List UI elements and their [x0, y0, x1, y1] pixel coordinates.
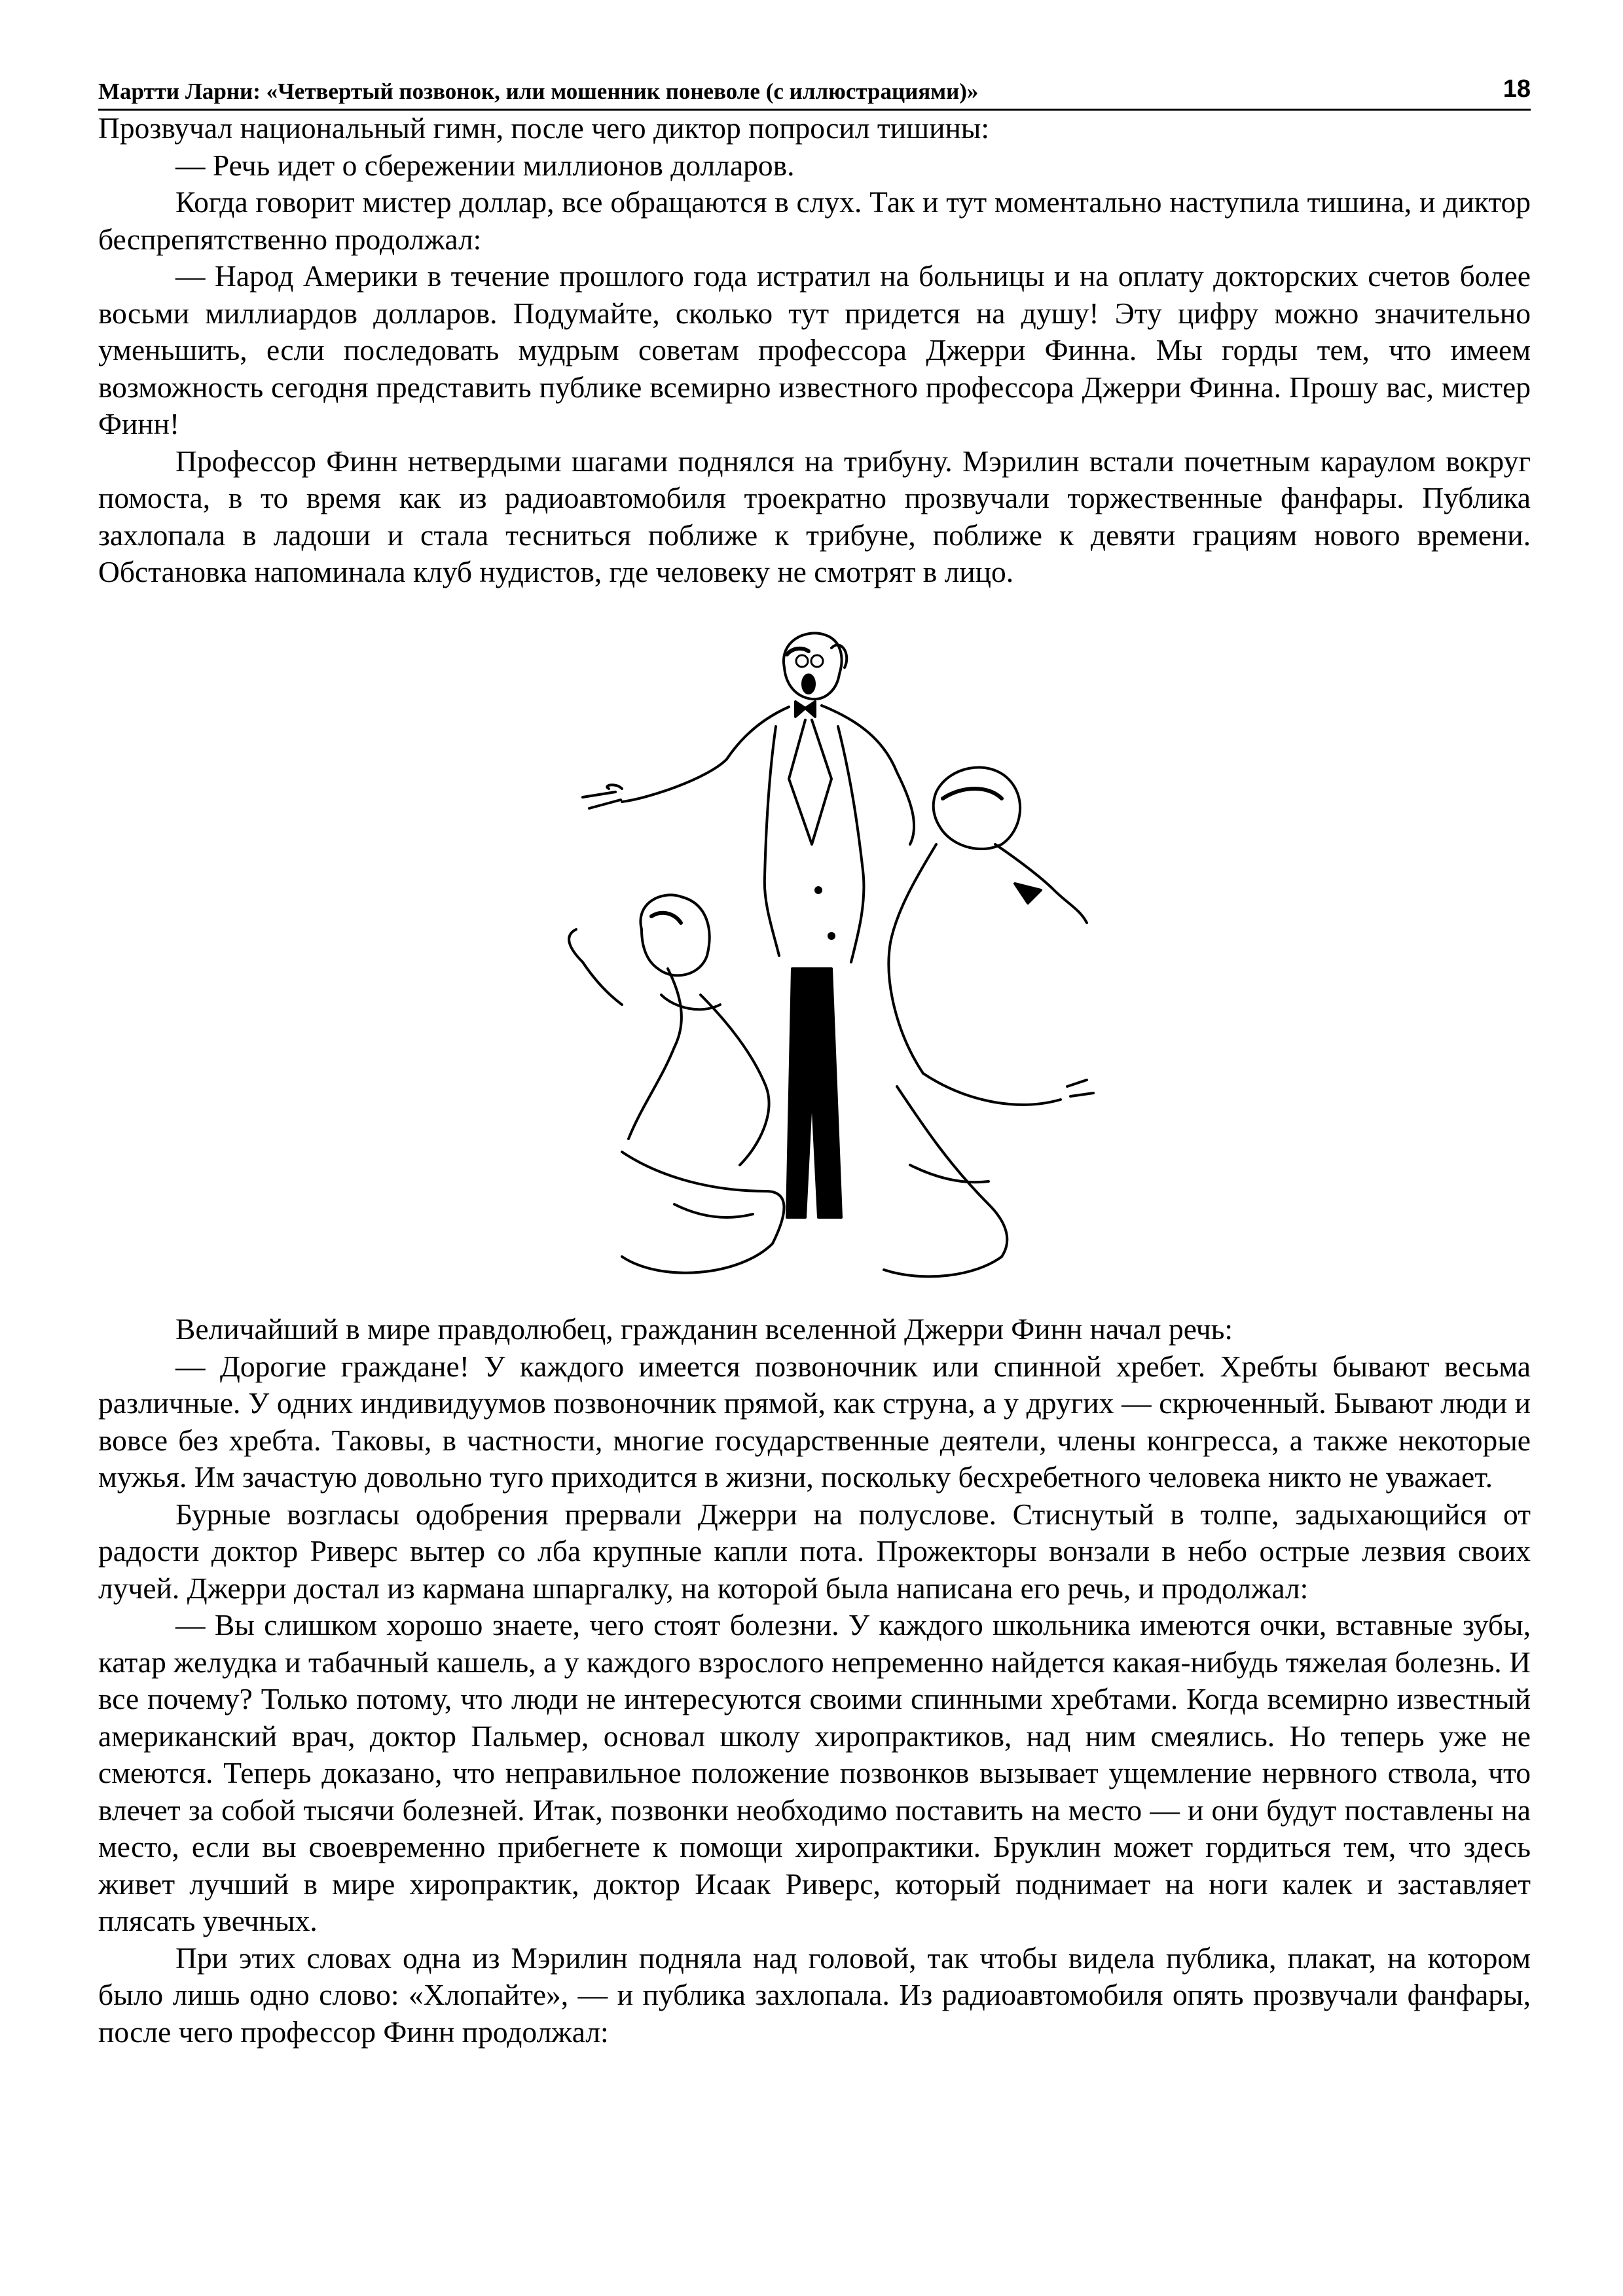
paragraph: — Дорогие граждане! У каждого имеется позвоночник или спинной хребет. Хребты бывают весьма различные. У одних индивидуумов позвоночник прямой, как струна, а у других — скрюченный. Бывают люди и вовсе без хребта. Таковы, в частности, многие государственные деятели, члены конгресса, а также некоторые мужья. Им зачастую довольно туго приходится в жизни, поскольку бесхребетного человека никто не уважает. [98, 1349, 1531, 1494]
text-block-top [98, 110, 1531, 591]
paragraph: Профессор Финн нетвердыми шагами поднялся на трибуну. Мэрилин встали почетным караулом вокруг помоста, в то время как из радиоавтомобиля троекратно прозвучали торжественные фанфары. Публика захлопала в ладоши и стала тесниться поближе к трибуне, поближе к девяти грациям нового времени. Обстановка напоминала клуб нудистов, где человеку не смотрят в лицо. [98, 444, 1531, 588]
running-header [98, 72, 1531, 111]
paragraph: При этих словах одна из Мэрилин подняла над головой, так чтобы видела публика, плакат, на котором было лишь одно слово: «Хлопайте», — и публика захлопала. Из радиоавтомобиля опять прозвучали фанфары, после чего профессор Финн продолжал: [98, 1941, 1531, 2049]
paragraph: — Речь идет о сбережении миллионов долларов. [175, 148, 795, 182]
paragraph: — Вы слишком хорошо знаете, чего стоят болезни. У каждого школьника имеются очки, вставные зубы, катар желудка и табачный кашель, а у каждого взрослого непременно найдется какая-нибудь тяжелая болезнь. И все почему? Только потому, что люди не интересуются своими спинными хребтами. Когда всемирно известный американский врач, доктор Пальмер, основал школу хиропрактиков, над ним смеялись. Но теперь уже не смеются. Теперь доказано, что неправильное положение позвонков вызывает ущемление нервного ствола, что влечет за собой тысячи болезней. Итак, позвонки необходимо поставить на место — и они будут поставлены на место, если вы своевременно прибегнете к помощи хиропрактики. Бруклин может гордиться тем, что здесь живет лучший в мире хиропрактик, доктор Исаак Риверс, который поднимает на ноги калек и заставляет плясать увечных. [98, 1608, 1531, 1937]
header-title: Мартти Ларни: «Четвертый позвонок, или мошенник поневоле (с иллюстрациями)» [98, 79, 979, 104]
page-number: 18 [1503, 75, 1531, 103]
paragraph: Прозвучал национальный гимн, после чего диктор попросил тишины: [98, 111, 990, 145]
text-block-bottom [98, 1311, 1531, 2051]
illustration-speaker-with-women [543, 628, 1120, 1289]
paragraph: Когда говорит мистер доллар, все обращаются в слух. Так и тут моментально наступила тишина, и диктор беспрепятственно продолжал: [98, 185, 1531, 256]
paragraph: — Народ Америки в течение прошлого года истратил на больницы и на оплату докторских счетов более восьми миллиардов долларов. Подумайте, сколько тут придется на душу! Эту цифру можно значительно уменьшить, если последовать мудрым советам профессора Джерри Финна. Мы горды тем, что имеем возможность сегодня представить публике всемирно известного профессора Джерри Финна. Прошу вас, мистер Финн! [98, 259, 1531, 440]
paragraph: Величайший в мире правдолюбец, гражданин вселенной Джерри Финн начал речь: [175, 1312, 1233, 1346]
paragraph: Бурные возгласы одобрения прервали Джерри на полуслове. Стиснутый в толпе, задыхающийся от радости доктор Риверс вытер со лба крупные капли пота. Прожекторы вонзали в небо острые лезвия своих лучей. Джерри достал из кармана шпаргалку, на которой была написана его речь, и продолжал: [98, 1497, 1531, 1605]
